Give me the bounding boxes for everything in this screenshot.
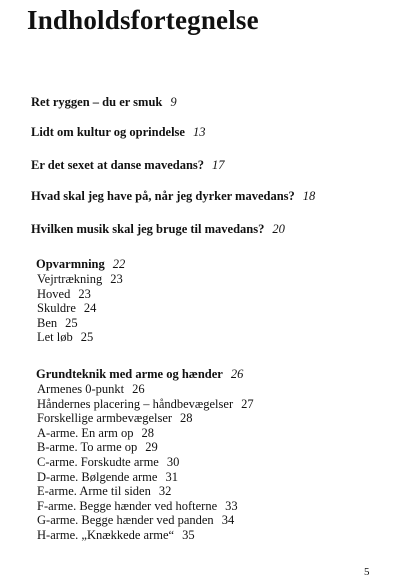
toc-label: Hvad skal jeg have på, når jeg dyrker mavedans? bbox=[31, 189, 295, 203]
toc-subentry bbox=[36, 513, 254, 528]
toc-page: 9 bbox=[170, 95, 177, 109]
toc-page: 24 bbox=[83, 301, 97, 316]
toc-page: 17 bbox=[212, 158, 225, 172]
toc-subentry bbox=[36, 484, 254, 499]
toc-page: 27 bbox=[241, 396, 254, 411]
toc-label: Vejrtrækning bbox=[37, 272, 103, 286]
toc-label: Let løb bbox=[37, 330, 73, 345]
toc-page: 13 bbox=[192, 125, 206, 139]
page-title: Indholdsfortegnelse bbox=[27, 5, 259, 35]
toc-label: D-arme. Bølgende arme bbox=[37, 469, 158, 484]
toc-subentry bbox=[36, 440, 254, 455]
toc-label: G-arme. Begge hænder ved panden bbox=[37, 513, 214, 528]
toc-label: A-arme. En arm op bbox=[37, 425, 134, 440]
toc-page: 33 bbox=[225, 498, 238, 513]
toc-entry-have-paa bbox=[31, 189, 315, 204]
toc-label: Er det sexet at danse mavedans? bbox=[31, 158, 205, 172]
toc-page: 32 bbox=[158, 484, 172, 499]
toc-label: Hoved bbox=[37, 286, 71, 301]
toc-block-grundteknik bbox=[36, 367, 254, 543]
toc-page: 34 bbox=[221, 513, 235, 528]
toc-page: 25 bbox=[80, 330, 94, 345]
toc-entry-sexet bbox=[31, 158, 225, 173]
toc-page: 18 bbox=[302, 189, 316, 203]
toc-subentry bbox=[36, 528, 254, 543]
toc-entry-kultur bbox=[31, 125, 205, 140]
page-number: 5 bbox=[364, 566, 370, 578]
toc-subentry bbox=[36, 470, 254, 485]
toc-label: Ret ryggen – du er smuk bbox=[31, 95, 163, 109]
toc-subentry bbox=[36, 301, 125, 316]
toc-label: Skuldre bbox=[37, 301, 76, 316]
toc-label: Grundteknik med arme og hænder bbox=[36, 367, 223, 381]
toc-block-opvarmning bbox=[36, 257, 125, 345]
toc-subentry bbox=[36, 382, 254, 397]
toc-label: F-arme. Begge hænder ved hofterne bbox=[37, 498, 218, 513]
toc-subentry bbox=[36, 287, 125, 302]
toc-label: H-arme. „Knækkede arme“ bbox=[37, 527, 175, 542]
toc-page: 28 bbox=[180, 411, 193, 426]
toc-page: 30 bbox=[166, 454, 180, 469]
toc-label: Ben bbox=[37, 315, 58, 330]
toc-subentry bbox=[36, 499, 254, 514]
toc-entry-ret-ryggen bbox=[31, 95, 177, 110]
toc-label: Hvilken musik skal jeg bruge til mavedans? bbox=[31, 222, 265, 236]
toc-entry-musik bbox=[31, 222, 285, 237]
toc-subentry bbox=[36, 426, 254, 441]
toc-subentry bbox=[36, 272, 125, 287]
toc-label: Forskellige armbevægelser bbox=[37, 411, 173, 426]
toc-page: 25 bbox=[65, 315, 78, 330]
toc-page: 35 bbox=[182, 527, 195, 542]
toc-page: 20 bbox=[272, 222, 285, 236]
toc-label: E-arme. Arme til siden bbox=[37, 484, 151, 499]
toc-page: 23 bbox=[110, 272, 123, 286]
toc-page: 28 bbox=[141, 425, 154, 440]
toc-label: B-arme. To arme op bbox=[37, 440, 138, 455]
toc-block-heading bbox=[36, 257, 125, 272]
toc-block-heading bbox=[36, 367, 254, 382]
toc-subentry bbox=[36, 316, 125, 331]
toc-label: Lidt om kultur og oprindelse bbox=[31, 125, 185, 139]
toc-label: Opvarmning bbox=[36, 257, 105, 271]
toc-label: Håndernes placering – håndbevægelser bbox=[37, 396, 234, 411]
toc-label: Armenes 0-punkt bbox=[37, 382, 125, 396]
toc-page: 26 bbox=[230, 367, 244, 381]
toc-page: 23 bbox=[78, 286, 91, 301]
toc-label: C-arme. Forskudte arme bbox=[37, 454, 159, 469]
toc-subentry bbox=[36, 411, 254, 426]
toc-subentry bbox=[36, 455, 254, 470]
toc-subentry bbox=[36, 330, 125, 345]
toc-page: 22 bbox=[112, 257, 126, 271]
toc-page: 29 bbox=[145, 440, 158, 455]
toc-subentry bbox=[36, 397, 254, 412]
toc-page: 31 bbox=[165, 469, 178, 484]
toc-page: 26 bbox=[132, 382, 145, 396]
